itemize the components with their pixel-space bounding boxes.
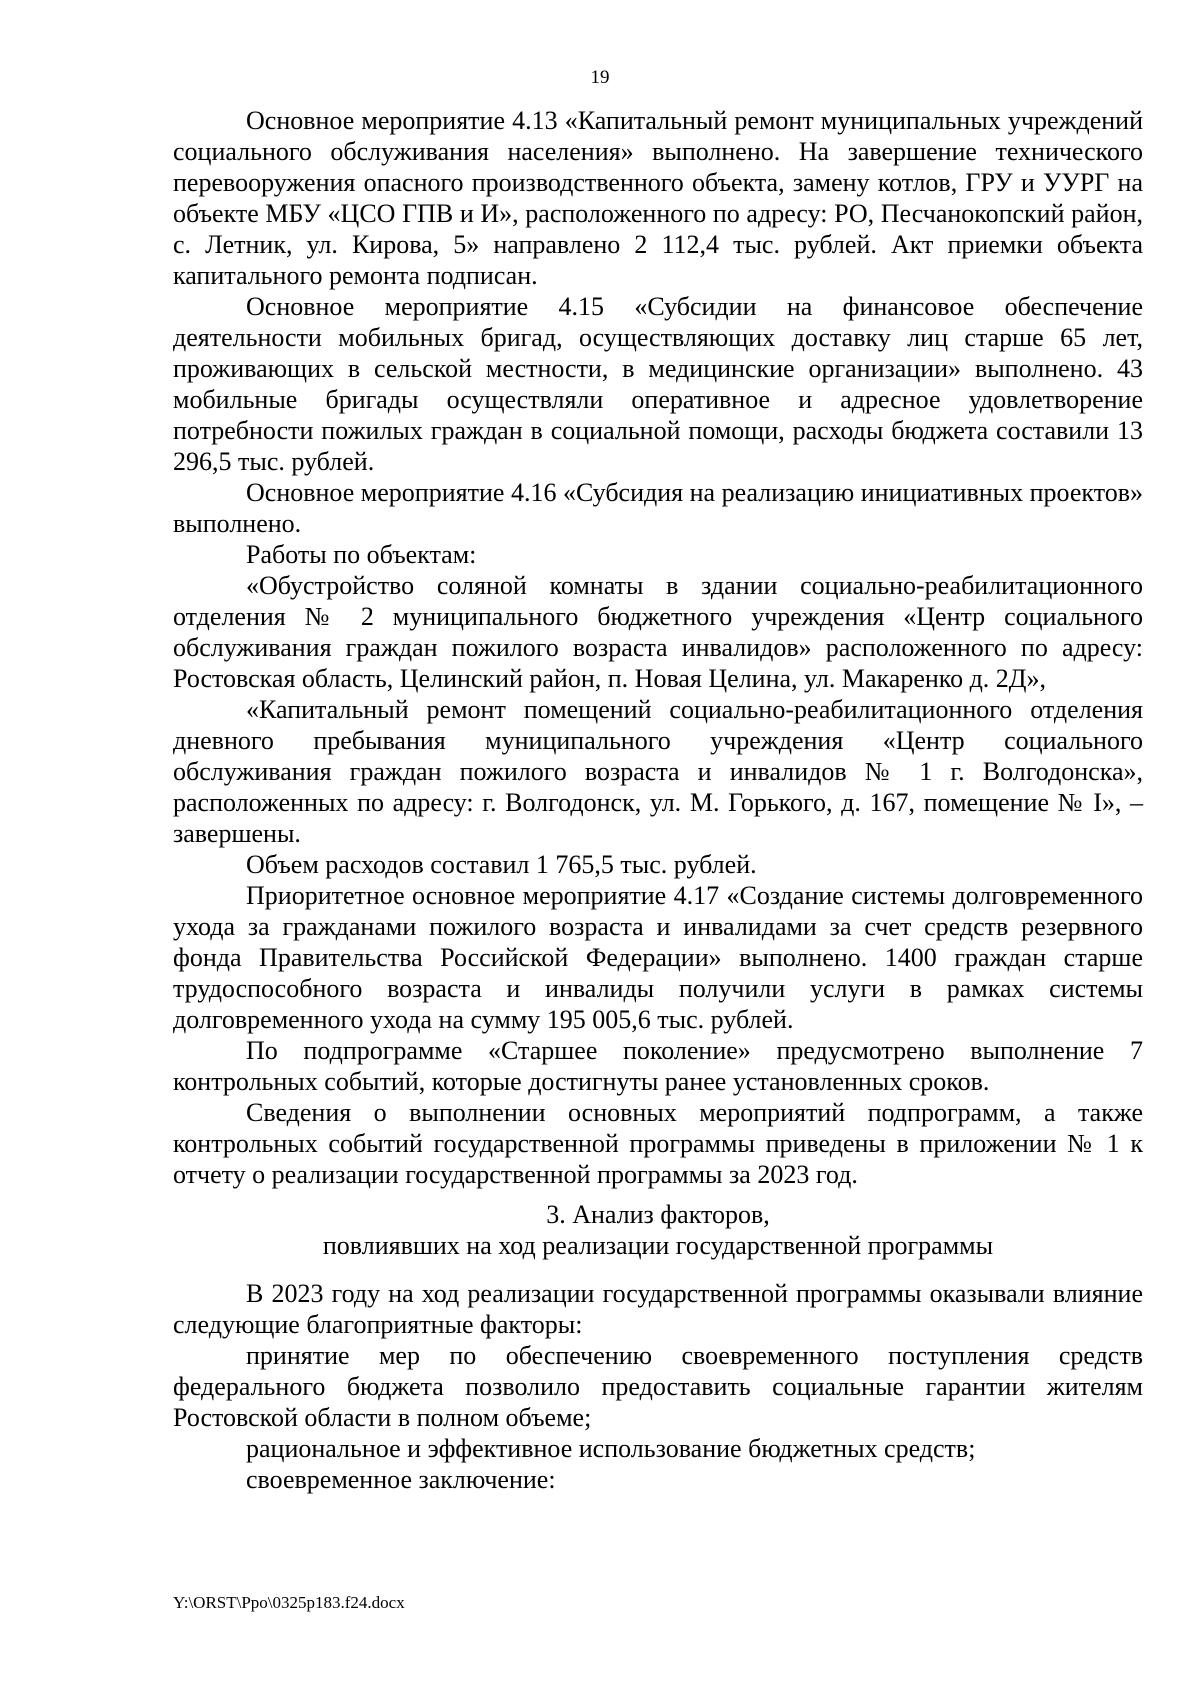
paragraph-factors-intro: В 2023 году на ход реализации государственной программы оказывали влияние следующие благоприятные факторы: <box>173 1279 1143 1339</box>
paragraph-measure-4-15: Основное мероприятие 4.15 «Субсидии на финансовое обеспечение деятельности мобильных бригад, осуществляющих доставку лиц старше 65 лет, проживающих в сельской местности, в медицинские организации» выполнено. 43 мобильные бригады осуществляли оперативное и адресное удовлетворение потребности пожилых граждан в социальной помощи, расходы бюджета составили 13 296,5 тыс. рублей. <box>173 292 1143 476</box>
section-heading <box>173 1199 1143 1261</box>
paragraph-factor-federal-funds: принятие мер по обеспечению своевременного поступления средств федерального бюджета позволило предоставить социальные гарантии жителям Ростовской области в полном объеме; <box>173 1341 1143 1432</box>
paragraph-works-intro: Работы по объектам: <box>246 540 477 569</box>
section-heading-line-2: повлиявших на ход реализации государственной программы <box>322 1231 994 1260</box>
section-heading-line-1: 3. Анализ факторов, <box>546 1200 770 1229</box>
paragraph-object-capital-repair: «Капитальный ремонт помещений социально-реабилитационного отделения дневного пребывания муниципального учреждения «Центр социального обслуживания граждан пожилого возраста и инвалидов № 1 г. Волгодонска», расположенных по адресу: г. Волгодонск, ул. М. Горького, д. 167, помещение № I», – завершены. <box>173 695 1143 848</box>
footer-file-path: Y:\ORST\Ppo\0325p183.f24.docx <box>173 1593 405 1612</box>
page-number: 19 <box>590 67 610 88</box>
paragraph-factor-budget-use: рациональное и эффективное использование бюджетных средств; <box>246 1434 976 1463</box>
paragraph-control-events: По подпрограмме «Старшее поколение» предусмотрено выполнение 7 контрольных событий, которые достигнуты ранее установленных сроков. <box>173 1036 1143 1096</box>
paragraph-object-salt-room: «Обустройство соляной комнаты в здании социально-реабилитационного отделения № 2 муниципального бюджетного учреждения «Центр социального обслуживания граждан пожилого возраста инвалидов» расположенного по адресу: Ростовская область, Целинский район, п. Новая Целина, ул. Макаренко д. 2Д», <box>173 571 1143 693</box>
document-body <box>173 105 1143 1495</box>
paragraph-appendix-reference: Сведения о выполнении основных мероприятий подпрограмм, а также контрольных событий государственной программы приведены в приложении № 1 к отчету о реализации государственной программы за 2023 год. <box>173 1098 1143 1189</box>
paragraph-measure-4-17: Приоритетное основное мероприятие 4.17 «Создание системы долговременного ухода за гражданами пожилого возраста и инвалидами за счет средств резервного фонда Правительства Российской Федерации» выполнено. 1400 граждан старше трудоспособного возраста и инвалиды получили услуги в рамках системы долговременного ухода на сумму 195 005,6 тыс. рублей. <box>173 881 1143 1034</box>
paragraph-measure-4-16: Основное мероприятие 4.16 «Субсидия на реализацию инициативных проектов» выполнено. <box>173 478 1143 538</box>
paragraph-factor-timely-conclusion: своевременное заключение: <box>246 1465 556 1494</box>
paragraph-expense-volume: Объем расходов составил 1 765,5 тыс. рублей. <box>246 850 757 879</box>
paragraph-measure-4-13: Основное мероприятие 4.13 «Капитальный ремонт муниципальных учреждений социального обслуживания населения» выполнено. На завершение технического перевооружения опасного производственного объекта, замену котлов, ГРУ и УУРГ на объекте МБУ «ЦСО ГПВ и И», расположенного по адресу: РО, Песчанокопский район, с. Летник, ул. Кирова, 5» направлено 2 112,4 тыс. рублей. Акт приемки объекта капитального ремонта подписан. <box>173 106 1143 290</box>
